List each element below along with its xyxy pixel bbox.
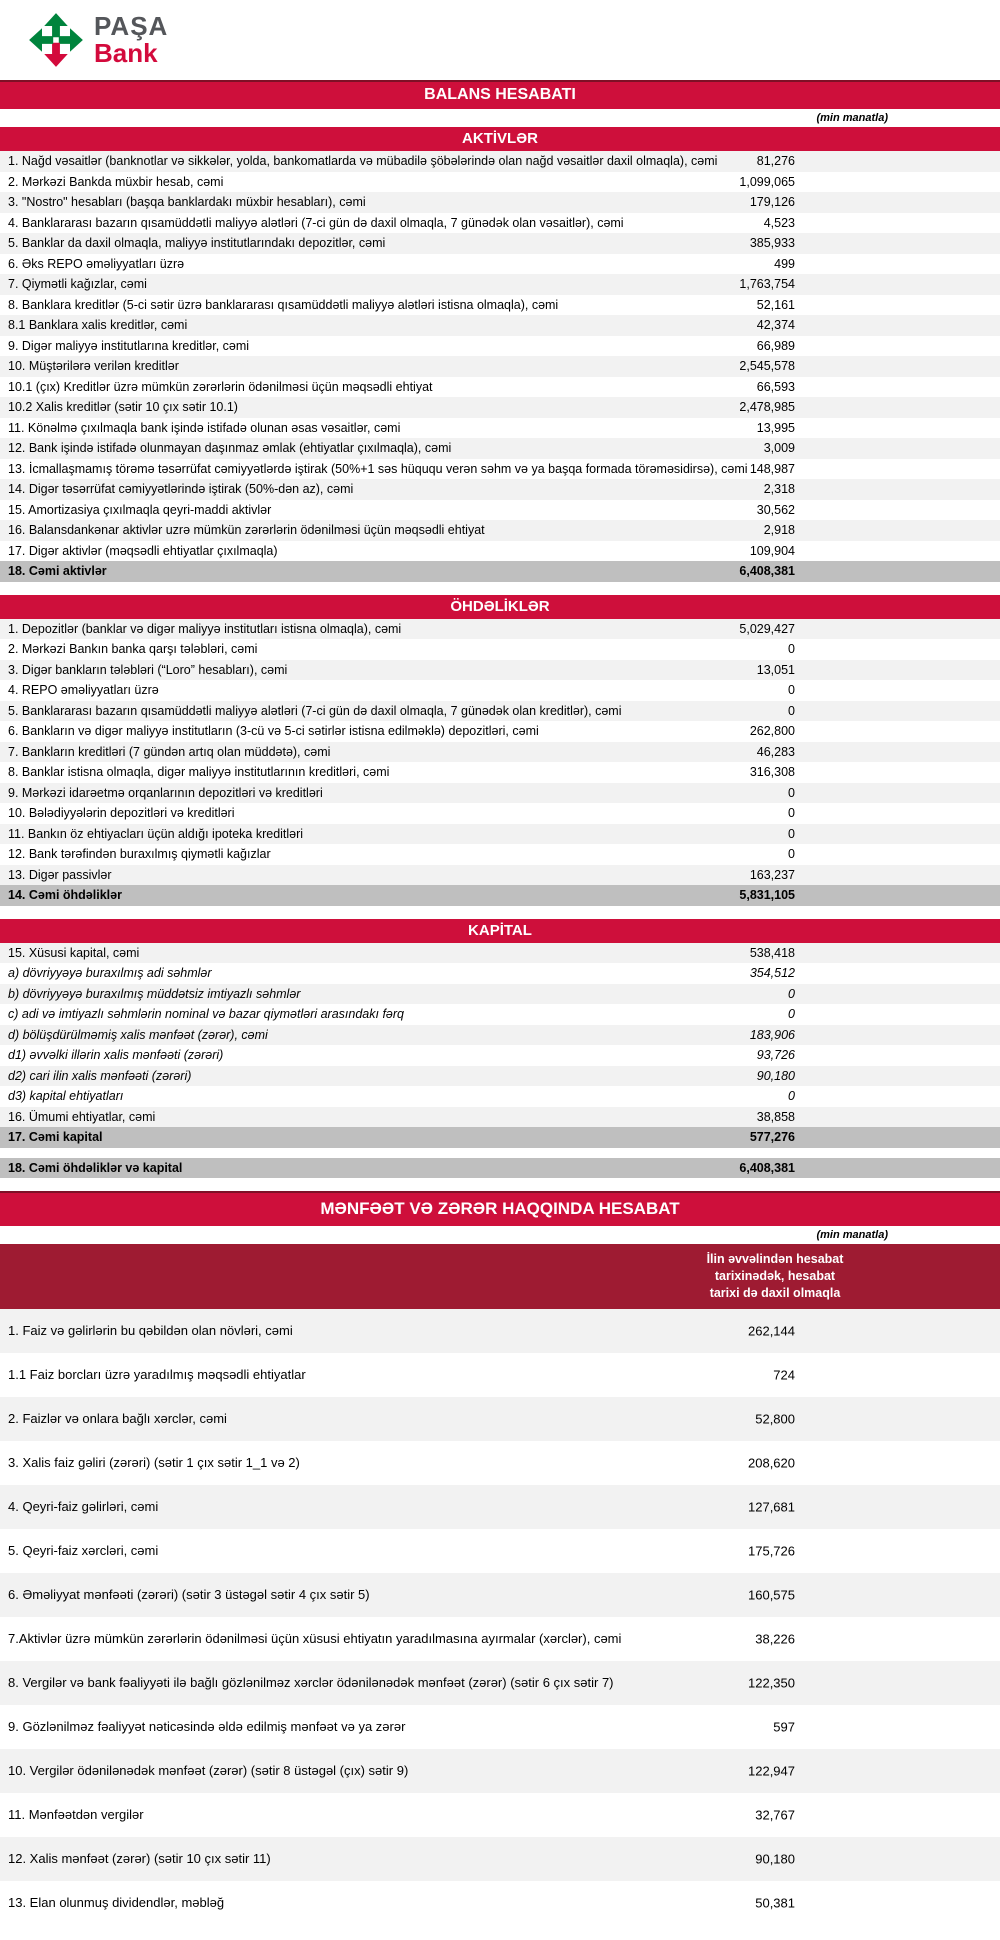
row-value: 0 [788, 847, 795, 861]
table-row [0, 1661, 1000, 1705]
row-label: 15. Amortizasiya çıxılmaqla qeyri-maddi aktivlər [8, 502, 272, 517]
row-value: 1,099,065 [739, 174, 795, 189]
row-value: 160,575 [748, 1587, 795, 1603]
row-label: 13. Elan olunmuş dividendlər, məbləğ [8, 1895, 225, 1911]
unit-note-balance: (min manatla) [816, 112, 888, 124]
capital-rows [0, 943, 1000, 1179]
row-label: 4. REPO əməliyyatları üzrə [8, 683, 159, 697]
row-value: 0 [788, 785, 795, 800]
row-value: 354,512 [749, 966, 795, 980]
table-row [0, 336, 1000, 357]
row-value: 127,681 [748, 1499, 795, 1515]
table-row [0, 1573, 1000, 1617]
row-label: 10.2 Xalis kreditlər (sətir 10 çıx sətir 10.1) [8, 400, 238, 414]
row-label: b) dövriyyəyə buraxılmış müddətsiz imtiyazlı səhmlər [8, 986, 301, 1001]
row-label: 6. Əməliyyat mənfəəti (zərəri) (sətir 3 üstəgəl sətir 4 çıx sətir 5) [8, 1587, 370, 1603]
assets-section-header: AKTİVLƏR [0, 127, 1000, 151]
row-label: 1. Nağd vəsaitlər (banknotlar və sikkələr, yolda, bankomatlarda və mübadilə şöbələrində olan nağd vəsaitlər daxil olmaqla), cəmi [8, 154, 718, 168]
table-row [0, 500, 1000, 521]
table-row [0, 1397, 1000, 1441]
table-row [0, 418, 1000, 439]
row-label: d3) kapital ehtiyatları [8, 1089, 124, 1103]
table-row [0, 479, 1000, 500]
table-row [0, 397, 1000, 418]
balance-sheet-title: BALANS HESABATI [0, 80, 1000, 109]
table-row [0, 274, 1000, 295]
row-label: 18. Cəmi aktivlər [8, 564, 107, 578]
table-row [0, 1441, 1000, 1485]
liabilities-rows [0, 619, 1000, 906]
row-label: d) bölüşdürülməmiş xalis mənfəət (zərər), cəmi [8, 1027, 268, 1042]
row-label: 9. Digər maliyyə institutlarına kreditlər, cəmi [8, 338, 250, 353]
row-label: 8.1 Banklara xalis kreditlər, cəmi [8, 318, 188, 332]
table-row [0, 520, 1000, 541]
row-label: 2. Mərkəzi Bankın banka qarşı tələbləri, cəmi [8, 642, 258, 656]
row-value: 90,180 [755, 1851, 795, 1867]
row-label: 1. Depozitlər (banklar və digər maliyyə institutları istisna olmaqla), cəmi [8, 621, 402, 636]
unit-note-pnl: (min manatla) [816, 1229, 888, 1241]
row-label: 8. Banklar istisna olmaqla, digər maliyyə institutlarının kreditləri, cəmi [8, 765, 390, 779]
row-value: 66,593 [756, 379, 795, 394]
row-label: 9. Gözlənilməz fəaliyyət nəticəsində əldə edilmiş mənfəət və ya zərər [8, 1719, 406, 1735]
row-label: 3. Digər bankların tələbləri (“Loro” hesabları), cəmi [8, 662, 288, 677]
row-label: 5. Banklar da daxil olmaqla, maliyyə institutlarındakı depozitlər, cəmi [8, 236, 386, 250]
row-value: 183,906 [749, 1027, 795, 1042]
total-row [0, 561, 1000, 582]
row-value: 724 [773, 1367, 795, 1383]
row-value: 5,831,105 [739, 888, 795, 902]
row-value: 122,947 [748, 1763, 795, 1779]
liabilities-section-header: ÖHDƏLİKLƏR [0, 595, 1000, 619]
row-value: 4,523 [763, 215, 795, 230]
row-value: 90,180 [756, 1068, 795, 1083]
total-row [0, 1127, 1000, 1148]
row-label: d2) cari ilin xalis mənfəəti (zərəri) [8, 1068, 192, 1083]
row-label: 8. Vergilər və bank fəaliyyəti ilə bağlı gözlənilməz xərclər ödənilənədək mənfəət (zərər) (sətir 6 çıx sətir 7) [8, 1675, 614, 1691]
row-value: 577,276 [749, 1130, 795, 1144]
logo-text [94, 13, 168, 66]
table-row [0, 438, 1000, 459]
row-value: 32,767 [755, 1807, 795, 1823]
assets-section [0, 127, 1000, 582]
row-label: 14. Digər təsərrüfat cəmiyyətlərində iştirak (50%-dən az), cəmi [8, 482, 354, 496]
row-value: 0 [788, 683, 795, 697]
row-label: 11. Bankın öz ehtiyacları üçün aldığı ipoteka kreditləri [8, 826, 304, 841]
row-label: 7. Bankların kreditləri (7 gündən artıq olan müddətə), cəmi [8, 744, 331, 759]
row-label: 10. Vergilər ödənilənədək mənfəət (zərər) (sətir 8 üstəgəl (çıx) sətir 9) [8, 1763, 409, 1779]
table-row [0, 233, 1000, 254]
table-row [0, 213, 1000, 234]
row-label: 12. Bank tərəfindən buraxılmış qiymətli kağızlar [8, 847, 271, 861]
row-value: 2,478,985 [739, 400, 795, 414]
table-row [0, 1485, 1000, 1529]
table-row [0, 1309, 1000, 1353]
table-row [0, 254, 1000, 275]
row-label: 11. Mənfəətdən vergilər [8, 1807, 144, 1823]
row-value: 1,763,754 [739, 277, 795, 291]
row-value: 13,995 [756, 420, 795, 435]
row-value: 0 [788, 642, 795, 656]
row-value: 46,283 [756, 744, 795, 759]
row-value: 0 [788, 1089, 795, 1103]
table-row [0, 639, 1000, 660]
row-value: 109,904 [749, 543, 795, 558]
row-label: 9. Mərkəzi idarəetmə orqanlarının depozitləri və kreditləri [8, 785, 323, 800]
table-row [0, 1066, 1000, 1087]
section-gap [0, 1178, 1000, 1191]
pasha-bank-logo-icon [28, 12, 84, 68]
total-row [0, 1158, 1000, 1179]
row-value: 0 [788, 826, 795, 841]
table-row [0, 1617, 1000, 1661]
table-row [0, 803, 1000, 824]
brand-name: PAŞA [94, 11, 169, 42]
row-value: 2,318 [763, 482, 795, 496]
assets-rows [0, 151, 1000, 582]
row-label: 5. Banklararası bazarın qısamüddətli maliyyə alətləri (7-ci gün də daxil olmaqla, 7 günədək olan kreditlər), cəmi [8, 703, 622, 718]
row-label: 13. Digər passivlər [8, 867, 112, 882]
row-value: 52,800 [755, 1411, 795, 1427]
row-label: 7. Qiymətli kağızlar, cəmi [8, 277, 147, 291]
income-statement-title: MƏNFƏƏT VƏ ZƏRƏR HAQQINDA HESABAT [0, 1191, 1000, 1226]
table-row [0, 541, 1000, 562]
table-row [0, 172, 1000, 193]
page-header [0, 0, 1000, 80]
table-row [0, 1749, 1000, 1793]
table-row [0, 295, 1000, 316]
total-row [0, 885, 1000, 906]
pnl-column-header: İlin əvvəlindən hesabat tarixinədək, hesabat tarixi də daxil olmaqla [706, 1252, 844, 1300]
table-row [0, 680, 1000, 701]
row-value: 5,029,427 [739, 621, 795, 636]
section-gap [0, 582, 1000, 595]
row-label: 6. Əks REPO əməliyyatları üzrə [8, 256, 185, 271]
row-value: 93,726 [756, 1048, 795, 1062]
capital-section-header: KAPİTAL [0, 919, 1000, 943]
row-label: 3. Xalis faiz gəliri (zərəri) (sətir 1 çıx sətir 1_1 və 2) [8, 1455, 300, 1471]
table-row [0, 151, 1000, 172]
table-row [0, 192, 1000, 213]
pnl-rows [0, 1309, 1000, 1925]
row-value: 538,418 [749, 945, 795, 960]
row-label: 16. Ümumi ehtiyatlar, cəmi [8, 1109, 156, 1124]
row-label: 13. İcmallaşmamış törəmə təsərrüfat cəmiyyətlərdə iştirak (50%+1 səs hüququ verən səhm və ya başqa formada törəməsidirsə), cəmi [8, 461, 748, 476]
table-row [0, 660, 1000, 681]
table-row [0, 1353, 1000, 1397]
row-label: 8. Banklara kreditlər (5-ci sətir üzrə banklararası qısamüddətli maliyyə alətləri istisna olmaqla), cəmi [8, 297, 559, 312]
row-label: 10. Bələdiyyələrin depozitləri və kreditləri [8, 806, 235, 820]
table-row [0, 619, 1000, 640]
row-label: 4. Banklararası bazarın qısamüddətli maliyyə alətləri (7-ci gün də daxil olmaqla, 7 günədək olan vəsaitlər), cəmi [8, 215, 624, 230]
table-row [0, 1045, 1000, 1066]
row-value: 0 [788, 1007, 795, 1021]
table-row [0, 844, 1000, 865]
row-label: 7.Aktivlər üzrə mümkün zərərlərin ödənilməsi üçün xüsusi ehtiyatın yaradılmasına ayırmalar (xərclər), cəmi [8, 1631, 622, 1647]
row-value: 66,989 [756, 338, 795, 353]
section-gap [0, 906, 1000, 919]
row-label: 10.1 (çıx) Kreditlər üzrə mümkün zərərlərin ödənilməsi üçün məqsədli ehtiyat [8, 379, 433, 394]
row-value: 175,726 [748, 1543, 795, 1559]
table-row [0, 783, 1000, 804]
row-label: 15. Xüsusi kapital, cəmi [8, 945, 140, 960]
row-label: 16. Balansdankənar aktivlər uzrə mümkün zərərlərin ödənilməsi üçün məqsədli ehtiyat [8, 523, 485, 537]
row-label: 17. Cəmi kapital [8, 1130, 103, 1144]
table-row [0, 1881, 1000, 1925]
table-row [0, 1705, 1000, 1749]
row-value: 499 [774, 256, 795, 271]
row-label: d1) əvvəlki illərin xalis mənfəəti (zərəri) [8, 1048, 224, 1062]
row-label: 2. Faizlər və onlara bağlı xərclər, cəmi [8, 1411, 227, 1427]
row-label: 14. Cəmi öhdəliklər [8, 888, 122, 902]
row-label: 5. Qeyri-faiz xərcləri, cəmi [8, 1543, 159, 1559]
row-value: 38,858 [756, 1109, 795, 1124]
row-value: 13,051 [756, 662, 795, 677]
row-value: 316,308 [749, 765, 795, 779]
row-value: 385,933 [749, 236, 795, 250]
table-row [0, 1025, 1000, 1046]
row-value: 179,126 [749, 195, 795, 209]
table-row [0, 1004, 1000, 1025]
table-row [0, 459, 1000, 480]
table-row [0, 824, 1000, 845]
capital-section [0, 919, 1000, 1179]
row-value: 30,562 [756, 502, 795, 517]
liabilities-section [0, 595, 1000, 906]
table-row [0, 1793, 1000, 1837]
row-value: 163,237 [749, 867, 795, 882]
row-value: 6,408,381 [739, 564, 795, 578]
row-value: 0 [788, 986, 795, 1001]
row-value: 262,144 [748, 1323, 795, 1339]
table-row [0, 377, 1000, 398]
row-value: 0 [788, 806, 795, 820]
table-row [0, 943, 1000, 964]
row-value: 42,374 [756, 318, 795, 332]
row-value: 122,350 [748, 1675, 795, 1691]
table-row [0, 315, 1000, 336]
table-row [0, 742, 1000, 763]
pnl-column-header-band [0, 1244, 1000, 1309]
table-row [0, 356, 1000, 377]
row-label: 11. Könəlmə çıxılmaqla bank işində istifadə olunan əsas vəsaitlər, cəmi [8, 420, 401, 435]
table-row [0, 1086, 1000, 1107]
table-row [0, 963, 1000, 984]
row-value: 2,545,578 [739, 359, 795, 373]
row-label: 2. Mərkəzi Bankda müxbir hesab, cəmi [8, 174, 224, 189]
row-label: 17. Digər aktivlər (məqsədli ehtiyatlar çıxılmaqla) [8, 543, 278, 558]
brand-sub-name: Bank [94, 38, 158, 68]
row-value: 81,276 [756, 154, 795, 168]
row-value: 208,620 [748, 1455, 795, 1471]
row-value: 38,226 [755, 1631, 795, 1647]
row-value: 3,009 [763, 441, 795, 455]
row-label: 3. "Nostro" hesabları (başqa banklardakı müxbir hesabları), cəmi [8, 195, 366, 209]
table-row [0, 1107, 1000, 1128]
row-label: 10. Müştərilərə verilən kreditlər [8, 359, 179, 373]
table-row [0, 701, 1000, 722]
row-label: c) adi və imtiyazlı səhmlərin nominal və bazar qiymətləri arasındakı fərq [8, 1007, 404, 1021]
table-row [0, 865, 1000, 886]
row-value: 50,381 [755, 1895, 795, 1911]
row-label: 12. Xalis mənfəət (zərər) (sətir 10 çıx sətir 11) [8, 1851, 271, 1867]
table-row [0, 1837, 1000, 1881]
row-spacer [0, 1148, 1000, 1158]
row-label: a) dövriyyəyə buraxılmış adi səhmlər [8, 966, 212, 980]
table-row [0, 762, 1000, 783]
row-label: 12. Bank işində istifadə olunmayan daşınmaz əmlak (ehtiyatlar çıxılmaqla), cəmi [8, 441, 452, 455]
table-row [0, 1529, 1000, 1573]
row-value: 6,408,381 [739, 1160, 795, 1175]
row-label: 6. Bankların və digər maliyyə institutların (3-cü və 5-ci sətirlər istisna edilməklə) depozitləri, cəmi [8, 724, 539, 738]
row-label: 1. Faiz və gəlirlərin bu qəbildən olan növləri, cəmi [8, 1323, 293, 1339]
table-row [0, 721, 1000, 742]
row-label: 4. Qeyri-faiz gəlirləri, cəmi [8, 1499, 159, 1515]
row-label: 1.1 Faiz borcları üzrə yaradılmış məqsədli ehtiyatlar [8, 1367, 306, 1383]
row-value: 2,918 [763, 523, 795, 537]
row-value: 0 [788, 703, 795, 718]
row-label: 18. Cəmi öhdəliklər və kapital [8, 1160, 183, 1175]
row-value: 262,800 [749, 724, 795, 738]
table-row [0, 984, 1000, 1005]
row-value: 597 [773, 1719, 795, 1735]
row-value: 52,161 [756, 297, 795, 312]
row-value: 148,987 [749, 461, 795, 476]
